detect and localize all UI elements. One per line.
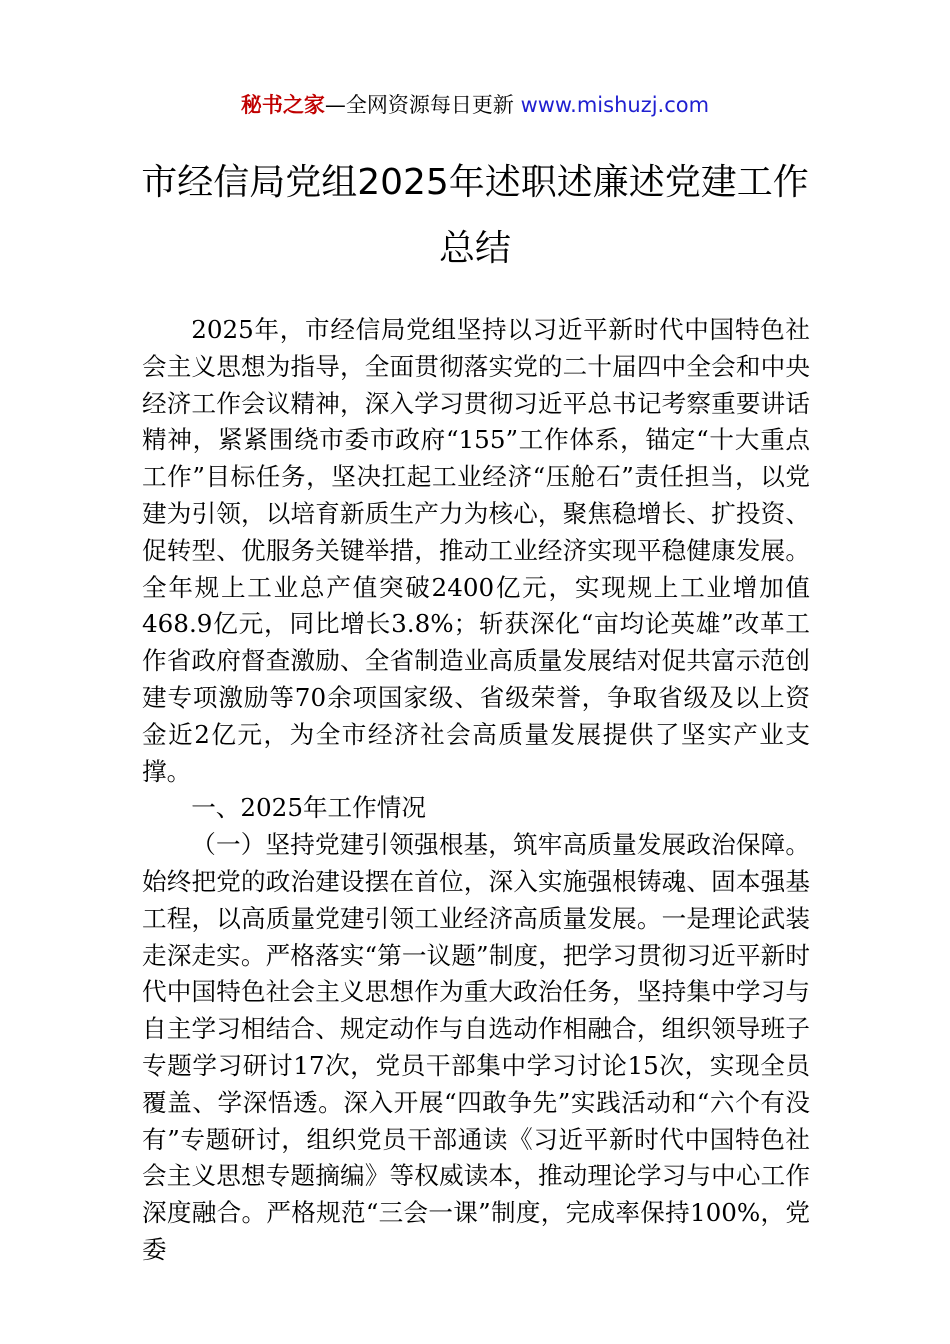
document-body: [142, 312, 810, 1269]
section-heading: 一、2025年工作情况: [191, 793, 426, 823]
title-line-1: 市经信局党组2025年述职述廉述党建工作: [141, 162, 809, 203]
document-title: [100, 150, 850, 282]
header-tagline: —全网资源每日更新: [324, 93, 521, 117]
brand-name: 秘书之家: [240, 93, 325, 117]
intro-paragraph: 2025年，市经信局党组坚持以习近平新时代中国特色社会主义思想为指导，全面贯彻落实党的二十届四中全会和中央经济工作会议精神，深入学习贯彻习近平总书记考察重要讲话精神，紧紧围绕市委市政府“155”工作体系，锚定“十大重点工作”目标任务，坚决扛起工业经济“压舱石”责任担当，以党建为引领，以培育新质生产力为核心，聚焦稳增长、扩投资、促转型、优服务关键举措，推动工业经济实现平稳健康发展。全年规上工业总产值突破2400亿元，实现规上工业增加值468.9亿元，同比增长3.8%；斩获深化“亩均论英雄”改革工作省政府督查激励、全省制造业高质量发展结对促共富示范创建专项激励等70余项国家级、省级荣誉，争取省级及以上资金近2亿元，为全市经济社会高质量发展提供了坚实产业支撑。: [142, 315, 810, 786]
site-url-link[interactable]: www.mishuzj.com: [520, 93, 710, 117]
site-header: [0, 88, 950, 122]
section-paragraph: （一）坚持党建引领强根基，筑牢高质量发展政治保障。始终把党的政治建设摆在首位，深入实施强根铸魂、固本强基工程，以高质量党建引领工业经济高质量发展。一是理论武装走深走实。严格落实“第一议题”制度，把学习贯彻习近平新时代中国特色社会主义思想作为重大政治任务，坚持集中学习与自主学习相结合、规定动作与自选动作相融合，组织领导班子专题学习研讨17次，党员干部集中学习讨论15次，实现全员覆盖、学深悟透。深入开展“四敢争先”实践活动和“六个有没有”专题研讨，组织党员干部通读《习近平新时代中国特色社会主义思想专题摘编》等权威读本，推动理论学习与中心工作深度融合。严格规范“三会一课”制度，完成率保持100%，党委: [142, 830, 810, 1264]
title-line-2: 总结: [438, 228, 511, 269]
